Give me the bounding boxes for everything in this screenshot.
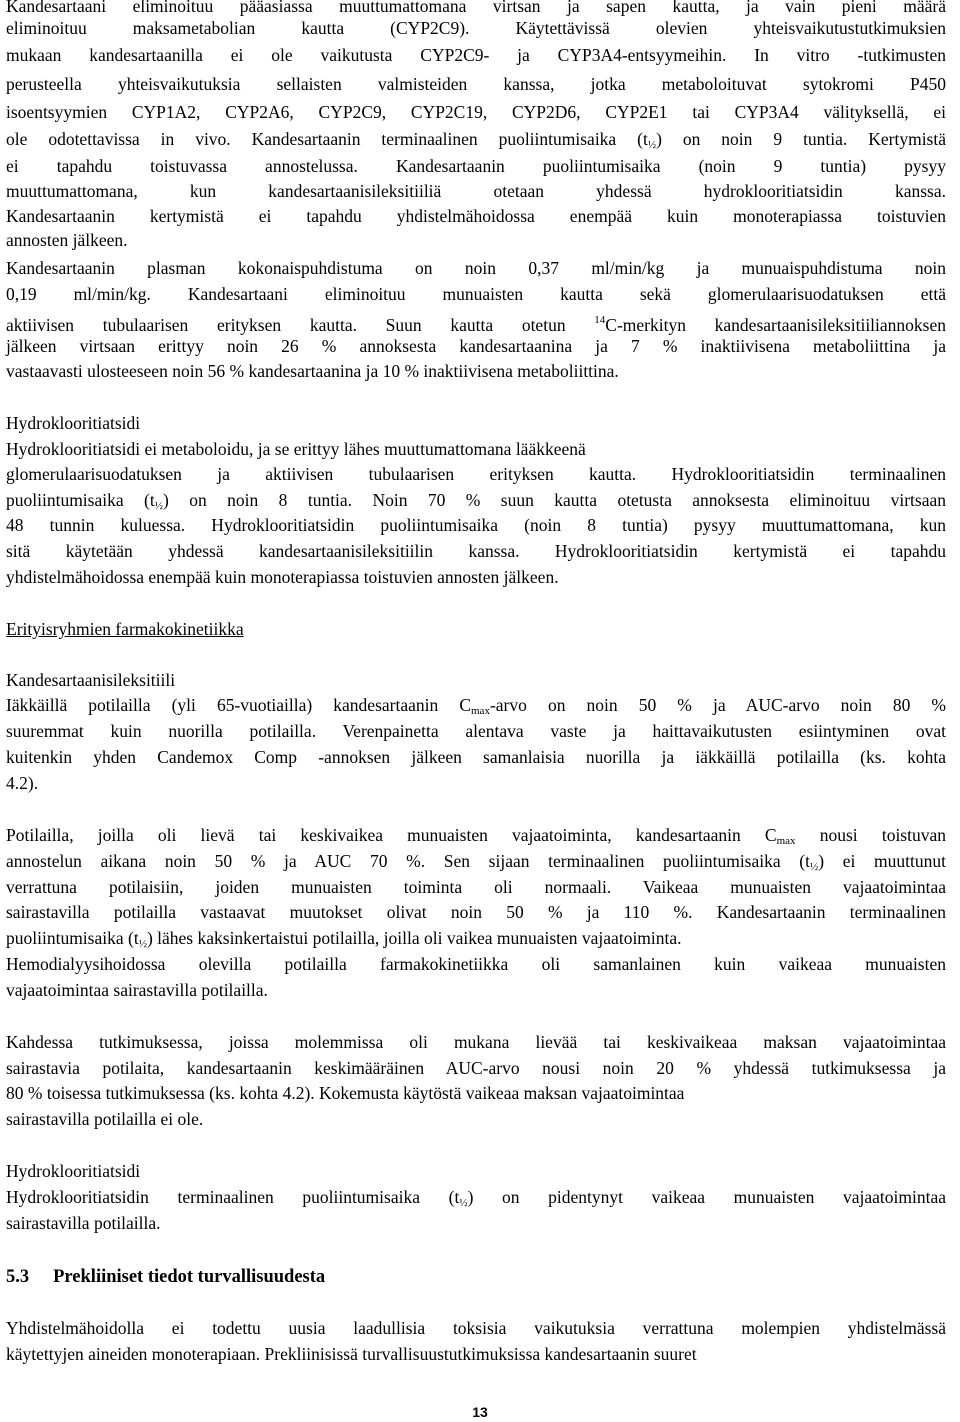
paragraph-hepatic-line: sairastavia potilaita, kandesartaanin keskimääräinen AUC-arvo nousi noin 20 % yhdessä tutkimuksessa ja <box>6 1058 946 1078</box>
paragraph-elimination-line: annosten jälkeen. <box>6 230 128 250</box>
paragraph-clearance-line: aktiivisen tubulaarisen erityksen kautta. Suun kautta otetun $^{14}$C-merkityn kandesartaanisileksitiiliannoksen <box>6 314 946 335</box>
page-number: 13 <box>472 1404 488 1420</box>
paragraph-hct-line: puoliintumisaika $(t_{\frac{1}{2}})$ on noin 8 tuntia. Noin 70 % suun kautta otetusta annoksesta eliminoituu virtsaan <box>6 490 946 512</box>
paragraph-elimination-line: perusteella yhteisvaikutuksia sellaisten valmisteiden kanssa, jotka metaboloituvat sytokromi P450 <box>6 74 946 94</box>
paragraph-renal-line: sairastavilla potilailla vastaavat muutokset olivat noin 50 % ja 110 %. Kandesartaanin terminaalinen <box>6 902 946 922</box>
paragraph-elderly-line: suuremmat kuin nuorilla potilailla. Verenpainetta alentava vaste ja haittavaikutusten esiintyminen ovat <box>6 721 946 741</box>
paragraph-hepatic-line: 80 % toisessa tutkimuksessa (ks. kohta 4.2). Kokemusta käytöstä vaikeaa maksan vajaatoimintaa <box>6 1083 685 1103</box>
paragraph-clearance-line: vastaavasti ulosteeseen noin 56 % kandesartaanina ja 10 % inaktiivisena metaboliittina. <box>6 361 619 381</box>
paragraph-elderly-line: 4.2). <box>6 773 39 793</box>
paragraph-clearance-line: Kandesartaanin plasman kokonaispuhdistuma on noin 0,37 ml/min/kg ja munuaispuhdistuma noin <box>6 258 946 278</box>
section-heading-5-3 <box>6 1266 325 1288</box>
paragraph-elimination-line: mukaan kandesartaanilla ei ole vaikutusta CYP2C9- ja CYP3A4-entsyymeihin. In vitro -tutkimusten <box>6 45 946 65</box>
section-heading-special-populations: Erityisryhmien farmakokinetiikka <box>6 619 244 639</box>
paragraph-elimination-line: eliminoituu maksametabolian kautta (CYP2C9). Käytettävissä olevien yhteisvaikutustutkimuksien <box>6 18 946 38</box>
paragraph-preclinical-line: Yhdistelmähoidolla ei todettu uusia laadullisia toksisia vaikutuksia verrattuna molempien yhdistelmässä <box>6 1318 946 1338</box>
paragraph-hct-line: glomerulaarisuodatuksen ja aktiivisen tubulaarisen erityksen kautta. Hydroklooritiatsidin terminaalinen <box>6 464 946 484</box>
section-title: Prekliiniset tiedot turvallisuudesta <box>53 1267 326 1287</box>
paragraph-elimination-line: Kandesartaani eliminoituu pääasiassa muuttumattomana virtsan ja sapen kautta, ja vain pieni määrä <box>6 0 946 16</box>
paragraph-hct-line: sitä käytetään yhdessä kandesartaanisileksitiilin kanssa. Hydroklooritiatsidin kertymistä ei tapahdu <box>6 541 946 561</box>
paragraph-renal-line: vajaatoimintaa sairastavilla potilailla. <box>6 980 268 1000</box>
paragraph-hct-renal-line: Hydroklooritiatsidin terminaalinen puoliintumisaika $(t_{\frac{1}{2}})$ on pidentynyt vaikeaa munuaisten vajaatoimintaa <box>6 1187 946 1209</box>
paragraph-elimination-line: Kandesartaanin kertymistä ei tapahdu yhdistelmähoidossa enempää kuin monoterapiassa toistuvien <box>6 206 946 226</box>
paragraph-renal-line: verrattuna potilaisiin, joiden munuaisten toiminta oli normaali. Vaikeaa munuaisten vajaatoimintaa <box>6 877 946 897</box>
paragraph-hct-line: yhdistelmähoidossa enempää kuin monoterapiassa toistuvien annosten jälkeen. <box>6 567 559 587</box>
paragraph-elderly-line: kuitenkin yhden Candemox Comp -annoksen jälkeen samanlaisia nuorilla ja iäkkäillä potilailla (ks. kohta <box>6 747 946 767</box>
paragraph-clearance-line: 0,19 ml/min/kg. Kandesartaani eliminoituu munuaisten kautta sekä glomerulaarisuodatuksen että <box>6 284 946 304</box>
paragraph-elderly-line: Iäkkäillä potilailla (yli 65-vuotiailla) kandesartaanin $C_{max}$-arvo on noin 50 % ja AUC-arvo noin 80 % <box>6 695 946 717</box>
paragraph-elimination-line: ole odotettavissa in vivo. Kandesartaanin terminaalinen puoliintumisaika $(t_{\frac{1}{2}})$ on noin 9 tuntia. Kertymistä <box>6 129 946 151</box>
paragraph-elimination-line: isoentsyymien CYP1A2, CYP2A6, CYP2C9, CYP2C19, CYP2D6, CYP2E1 tai CYP3A4 välityksellä, ei <box>6 102 946 122</box>
paragraph-preclinical-line: käytettyjen aineiden monoterapiaan. Prekliinisissä turvallisuustutkimuksissa kandesartaanin suuret <box>6 1344 697 1364</box>
paragraph-hct-line: Hydroklooritiatsidi ei metaboloidu, ja se erittyy lähes muuttumattomana lääkkeenä <box>6 439 586 459</box>
paragraph-hct-line: 48 tunnin kuluessa. Hydroklooritiatsidin puoliintumisaika (noin 8 tuntia) pysyy muuttumattomana, kun <box>6 515 946 535</box>
paragraph-elimination-line: muuttumattomana, kun kandesartaanisileksitiiliä otetaan yhdessä hydroklooritiatsidin kanssa. <box>6 181 946 201</box>
paragraph-renal-line: puoliintumisaika $(t_{\frac{1}{2}})$ lähes kaksinkertaistui potilailla, joilla oli vaikea munuaisten vajaatoiminta. <box>6 928 682 950</box>
paragraph-clearance-line: jälkeen virtsaan erittyy noin 26 % annoksesta kandesartaanina ja 7 % inaktiivisena metaboliittina ja <box>6 336 946 356</box>
subheading-hydroklooritiatsidi: Hydroklooritiatsidi <box>6 1161 141 1181</box>
paragraph-hepatic-line: Kahdessa tutkimuksessa, joissa molemmissa oli mukana lievää tai keskivaikeaa maksan vajaatoimintaa <box>6 1032 946 1052</box>
paragraph-renal-line: annostelun aikana noin 50 % ja AUC 70 %. Sen sijaan terminaalinen puoliintumisaika $(t_{\frac{1}{2}})$ ei muuttunut <box>6 851 946 873</box>
paragraph-hepatic-line: sairastavilla potilailla ei ole. <box>6 1109 204 1129</box>
paragraph-elimination-line: ei tapahdu toistuvassa annostelussa. Kandesartaanin puoliintumisaika (noin 9 tuntia) pysyy <box>6 156 946 176</box>
paragraph-renal-line: Hemodialyysihoidossa olevilla potilailla farmakokinetiikka oli samanlainen kuin vaikeaa munuaisten <box>6 954 946 974</box>
paragraph-hct-renal-line: sairastavilla potilailla. <box>6 1213 161 1233</box>
paragraph-renal-line: Potilailla, joilla oli lievä tai keskivaikea munuaisten vajaatoiminta, kandesartaanin $C_{max}$ nousi toistuvan <box>6 825 946 847</box>
subheading-hydroklooritiatsidi: Hydroklooritiatsidi <box>6 413 141 433</box>
section-number: 5.3 <box>6 1267 30 1287</box>
subheading-kandesartaanisileksitiili: Kandesartaanisileksitiili <box>6 670 176 690</box>
